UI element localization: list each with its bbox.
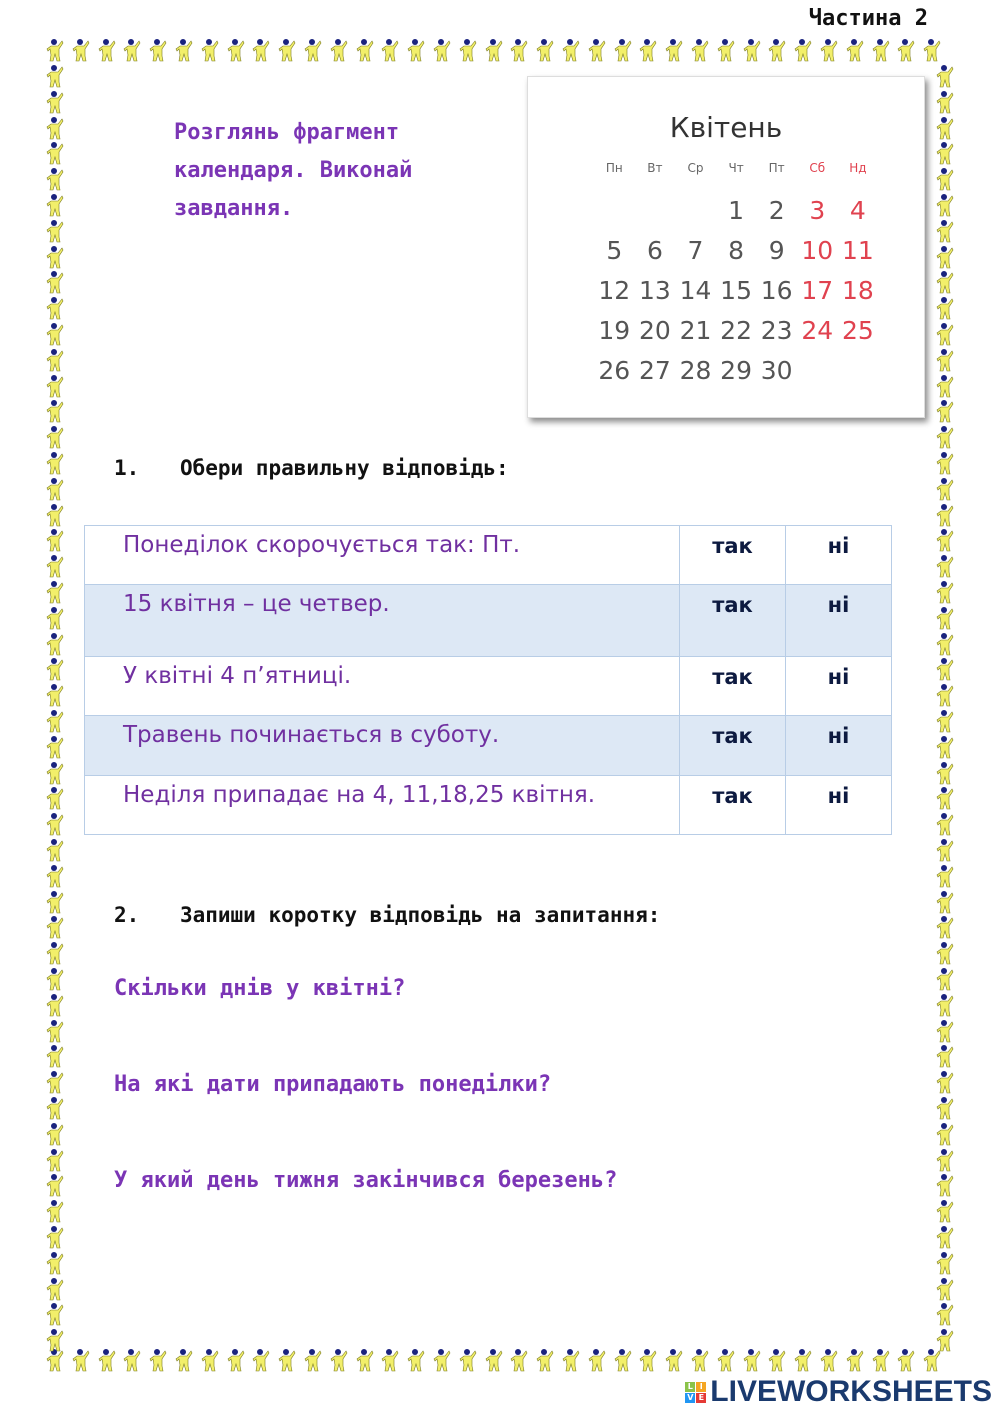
figure-icon	[690, 1348, 710, 1372]
table-row	[85, 776, 892, 835]
figure-icon	[845, 1348, 865, 1372]
figure-icon	[561, 38, 581, 62]
figure-icon	[935, 709, 955, 733]
figure-icon	[935, 1173, 955, 1197]
figure-icon	[819, 38, 839, 62]
calendar-day: 20	[638, 316, 671, 345]
calendar-day: 30	[760, 356, 793, 385]
figure-icon	[45, 322, 65, 346]
figure-icon	[935, 167, 955, 191]
calendar-day: 12	[598, 276, 631, 305]
figure-icon	[45, 167, 65, 191]
figure-icon	[896, 1348, 916, 1372]
task1-title: Обери правильну відповідь:	[179, 456, 509, 480]
figure-icon	[716, 1348, 736, 1372]
figure-icon	[45, 709, 65, 733]
figure-icon	[509, 1348, 529, 1372]
weekday-header: Сб	[809, 161, 826, 175]
figure-icon	[277, 1348, 297, 1372]
figure-icon	[509, 38, 529, 62]
figure-icon	[277, 38, 297, 62]
figure-icon	[935, 270, 955, 294]
question-1: Скільки днів у квітні?	[114, 976, 406, 1001]
figure-icon	[45, 1122, 65, 1146]
figure-icon	[935, 683, 955, 707]
calendar-day: 21	[679, 316, 712, 345]
figure-icon	[45, 735, 65, 759]
calendar-day: 7	[687, 236, 704, 265]
figure-icon	[871, 1348, 891, 1372]
figure-icon	[303, 38, 323, 62]
figure-icon	[458, 38, 478, 62]
figure-icon	[484, 1348, 504, 1372]
figure-icon	[535, 1348, 555, 1372]
figure-icon	[71, 1348, 91, 1372]
calendar-day: 26	[598, 356, 631, 385]
figure-icon	[587, 1348, 607, 1372]
calendar-day: 4	[849, 196, 866, 225]
calendar-day: 11	[841, 236, 874, 265]
figure-icon	[45, 864, 65, 888]
figure-icon	[45, 296, 65, 320]
figure-icon	[935, 141, 955, 165]
figure-icon	[793, 38, 813, 62]
calendar-blank	[635, 191, 676, 231]
no-option[interactable]: ні	[786, 526, 892, 585]
task2-heading	[114, 903, 660, 927]
figure-icon	[935, 296, 955, 320]
figure-icon	[45, 1148, 65, 1172]
statement: 15 квітня – це четвер.	[85, 585, 680, 657]
figure-icon	[45, 219, 65, 243]
figure-icon	[613, 1348, 633, 1372]
figure-icon	[45, 761, 65, 785]
figure-icon	[935, 116, 955, 140]
figure-icon	[45, 38, 65, 62]
figure-icon	[664, 38, 684, 62]
figure-icon	[45, 1251, 65, 1275]
figure-icon	[45, 270, 65, 294]
figure-icon	[935, 1044, 955, 1068]
calendar-day: 3	[809, 196, 826, 225]
figure-icon	[45, 245, 65, 269]
figure-icon	[45, 1070, 65, 1094]
calendar-day: 5	[606, 236, 623, 265]
figure-icon	[45, 451, 65, 475]
figure-icon	[935, 915, 955, 939]
figure-icon	[174, 38, 194, 62]
calendar-blank	[675, 191, 716, 231]
figure-icon	[935, 399, 955, 423]
figure-icon	[45, 786, 65, 810]
figure-icon	[638, 38, 658, 62]
figure-icon	[935, 1251, 955, 1275]
figure-icon	[122, 38, 142, 62]
figure-icon	[935, 64, 955, 88]
figure-icon	[406, 38, 426, 62]
figure-icon	[122, 1348, 142, 1372]
figure-icon	[935, 606, 955, 630]
calendar-day: 2	[768, 196, 785, 225]
yes-option[interactable]: так	[680, 716, 786, 776]
figure-icon	[432, 1348, 452, 1372]
figure-icon	[432, 38, 452, 62]
figure-icon	[767, 1348, 787, 1372]
calendar-day: 1	[728, 196, 745, 225]
figure-icon	[935, 477, 955, 501]
calendar-day: 8	[728, 236, 745, 265]
calendar-day: 6	[646, 236, 663, 265]
figure-icon	[45, 90, 65, 114]
figure-icon	[97, 1348, 117, 1372]
figure-icon	[935, 890, 955, 914]
weekday-header: Чт	[728, 161, 744, 175]
figure-icon	[45, 915, 65, 939]
figure-icon	[690, 38, 710, 62]
figure-icon	[355, 38, 375, 62]
calendar-day: 10	[801, 236, 834, 265]
figure-icon	[935, 322, 955, 346]
figure-icon	[251, 38, 271, 62]
figure-icon	[226, 1348, 246, 1372]
no-option[interactable]: ні	[786, 716, 892, 776]
figure-icon	[935, 657, 955, 681]
figure-icon	[935, 451, 955, 475]
figure-icon	[935, 1019, 955, 1043]
figure-icon	[45, 1173, 65, 1197]
calendar-day: 22	[720, 316, 752, 345]
figure-icon	[871, 38, 891, 62]
figure-icon	[935, 1328, 955, 1352]
figure-icon	[935, 1148, 955, 1172]
weekday-header: Пн	[605, 161, 623, 175]
statement: Травень починається в суботу.	[85, 716, 680, 776]
figure-icon	[200, 1348, 220, 1372]
yes-option[interactable]: так	[680, 585, 786, 657]
figure-icon	[45, 399, 65, 423]
task2-number: 2.	[114, 903, 140, 927]
figure-icon	[45, 116, 65, 140]
figure-icon	[819, 1348, 839, 1372]
figure-icon	[935, 864, 955, 888]
figure-icon	[45, 606, 65, 630]
table-row	[85, 585, 892, 657]
calendar-day: 18	[841, 276, 874, 305]
figure-icon	[535, 38, 555, 62]
weekday-header: Ср	[687, 161, 704, 175]
calendar-day: 27	[638, 356, 671, 385]
true-false-table	[84, 525, 892, 835]
figure-icon	[935, 1070, 955, 1094]
no-option[interactable]: ні	[786, 585, 892, 657]
part-label: Частина 2	[808, 6, 928, 31]
statement: Неділя припадає на 4, 11,18,25 квітня.	[85, 776, 680, 835]
figure-icon	[716, 38, 736, 62]
figure-icon	[226, 38, 246, 62]
liveworksheets-logo: L I V E LIVEWORKSHEETS	[687, 1375, 992, 1408]
figure-icon	[45, 554, 65, 578]
figure-icon	[148, 1348, 168, 1372]
figure-icon	[45, 193, 65, 217]
calendar-month: Квітень	[669, 111, 783, 144]
figure-icon	[935, 812, 955, 836]
figure-icon	[355, 1348, 375, 1372]
figure-icon	[935, 735, 955, 759]
yes-option[interactable]: так	[680, 526, 786, 585]
calendar-blank	[594, 191, 635, 231]
calendar-image	[527, 76, 925, 418]
figure-icon	[935, 425, 955, 449]
question-2: На які дати припадають понеділки?	[114, 1072, 552, 1097]
figure-icon	[174, 1348, 194, 1372]
table-row	[85, 526, 892, 585]
calendar-grid	[594, 157, 878, 391]
figure-icon	[896, 38, 916, 62]
figure-icon	[742, 38, 762, 62]
figure-icon	[45, 941, 65, 965]
calendar-day: 19	[598, 316, 631, 345]
figure-icon	[935, 941, 955, 965]
figure-icon	[935, 580, 955, 604]
figure-icon	[935, 632, 955, 656]
statement: Понеділок скорочується так: Пт.	[85, 526, 680, 585]
figure-icon	[406, 1348, 426, 1372]
figure-icon	[935, 193, 955, 217]
figure-icon	[45, 425, 65, 449]
figure-icon	[45, 1019, 65, 1043]
figure-icon	[380, 38, 400, 62]
figure-icon	[45, 580, 65, 604]
figure-icon	[935, 245, 955, 269]
figure-icon	[251, 1348, 271, 1372]
figure-icon	[767, 38, 787, 62]
figure-icon	[45, 503, 65, 527]
calendar-day: 29	[720, 356, 752, 385]
weekday-header: Вт	[647, 161, 663, 175]
figure-icon	[45, 838, 65, 862]
figure-icon	[45, 64, 65, 88]
figure-icon	[71, 38, 91, 62]
figure-icon	[935, 1225, 955, 1249]
figure-icon	[935, 1096, 955, 1120]
figure-icon	[935, 1199, 955, 1223]
figure-icon	[45, 993, 65, 1017]
weekday-header: Нд	[849, 161, 867, 175]
figure-icon	[922, 38, 942, 62]
weekday-header: Пт	[768, 161, 785, 175]
statement: У квітні 4 п’ятниці.	[85, 657, 680, 716]
figure-icon	[935, 761, 955, 785]
calendar-day: 23	[760, 316, 793, 345]
figure-icon	[45, 632, 65, 656]
figure-icon	[935, 90, 955, 114]
figure-icon	[935, 503, 955, 527]
calendar-day: 14	[679, 276, 712, 305]
no-option[interactable]: ні	[786, 776, 892, 835]
figure-icon	[458, 1348, 478, 1372]
logo-badge: L I V E	[685, 1382, 706, 1403]
calendar-day: 24	[801, 316, 834, 345]
figure-icon	[935, 786, 955, 810]
figure-icon	[45, 1044, 65, 1068]
no-option[interactable]: ні	[786, 657, 892, 716]
figure-icon	[45, 890, 65, 914]
figure-icon	[935, 528, 955, 552]
figure-icon	[561, 1348, 581, 1372]
figure-icon	[613, 38, 633, 62]
calendar-day: 17	[801, 276, 834, 305]
figure-icon	[45, 1225, 65, 1249]
figure-icon	[45, 683, 65, 707]
calendar-day: 9	[768, 236, 785, 265]
figure-icon	[45, 657, 65, 681]
figure-icon	[303, 1348, 323, 1372]
calendar-day: 25	[841, 316, 874, 345]
figure-icon	[380, 1348, 400, 1372]
table-row	[85, 657, 892, 716]
figure-icon	[45, 374, 65, 398]
figure-icon	[935, 219, 955, 243]
figure-icon	[484, 38, 504, 62]
figure-icon	[45, 812, 65, 836]
calendar-day: 28	[679, 356, 712, 385]
figure-icon	[935, 1302, 955, 1326]
figure-icon	[935, 838, 955, 862]
figure-icon	[793, 1348, 813, 1372]
yes-option[interactable]: так	[680, 776, 786, 835]
task1-heading	[114, 456, 509, 480]
task2-title: Запиши коротку відповідь на запитання:	[179, 903, 661, 927]
figure-icon	[935, 1122, 955, 1146]
figure-icon	[45, 141, 65, 165]
figure-icon	[45, 1096, 65, 1120]
calendar-day: 16	[760, 276, 793, 305]
figure-icon	[935, 1277, 955, 1301]
figure-icon	[845, 38, 865, 62]
figure-icon	[45, 1277, 65, 1301]
figure-icon	[935, 374, 955, 398]
figure-icon	[935, 993, 955, 1017]
figure-icon	[45, 528, 65, 552]
figure-icon	[742, 1348, 762, 1372]
table-row	[85, 716, 892, 776]
figure-icon	[638, 1348, 658, 1372]
task1-number: 1.	[114, 456, 140, 480]
figure-icon	[45, 1302, 65, 1326]
yes-option[interactable]: так	[680, 657, 786, 716]
figure-icon	[45, 1328, 65, 1352]
figure-icon	[45, 477, 65, 501]
figure-icon	[329, 38, 349, 62]
intro-instruction: Розглянь фрагмент календаря. Виконай завдання.	[174, 120, 413, 221]
figure-icon	[200, 38, 220, 62]
figure-icon	[148, 38, 168, 62]
figure-icon	[97, 38, 117, 62]
figure-icon	[935, 554, 955, 578]
figure-icon	[664, 1348, 684, 1372]
figure-icon	[587, 38, 607, 62]
figure-icon	[45, 967, 65, 991]
figure-icon	[45, 348, 65, 372]
figure-icon	[329, 1348, 349, 1372]
figure-icon	[935, 967, 955, 991]
question-3: У який день тижня закінчився березень?	[114, 1168, 618, 1193]
calendar-day: 15	[720, 276, 752, 305]
figure-icon	[45, 1199, 65, 1223]
calendar-day: 13	[638, 276, 671, 305]
figure-icon	[935, 348, 955, 372]
